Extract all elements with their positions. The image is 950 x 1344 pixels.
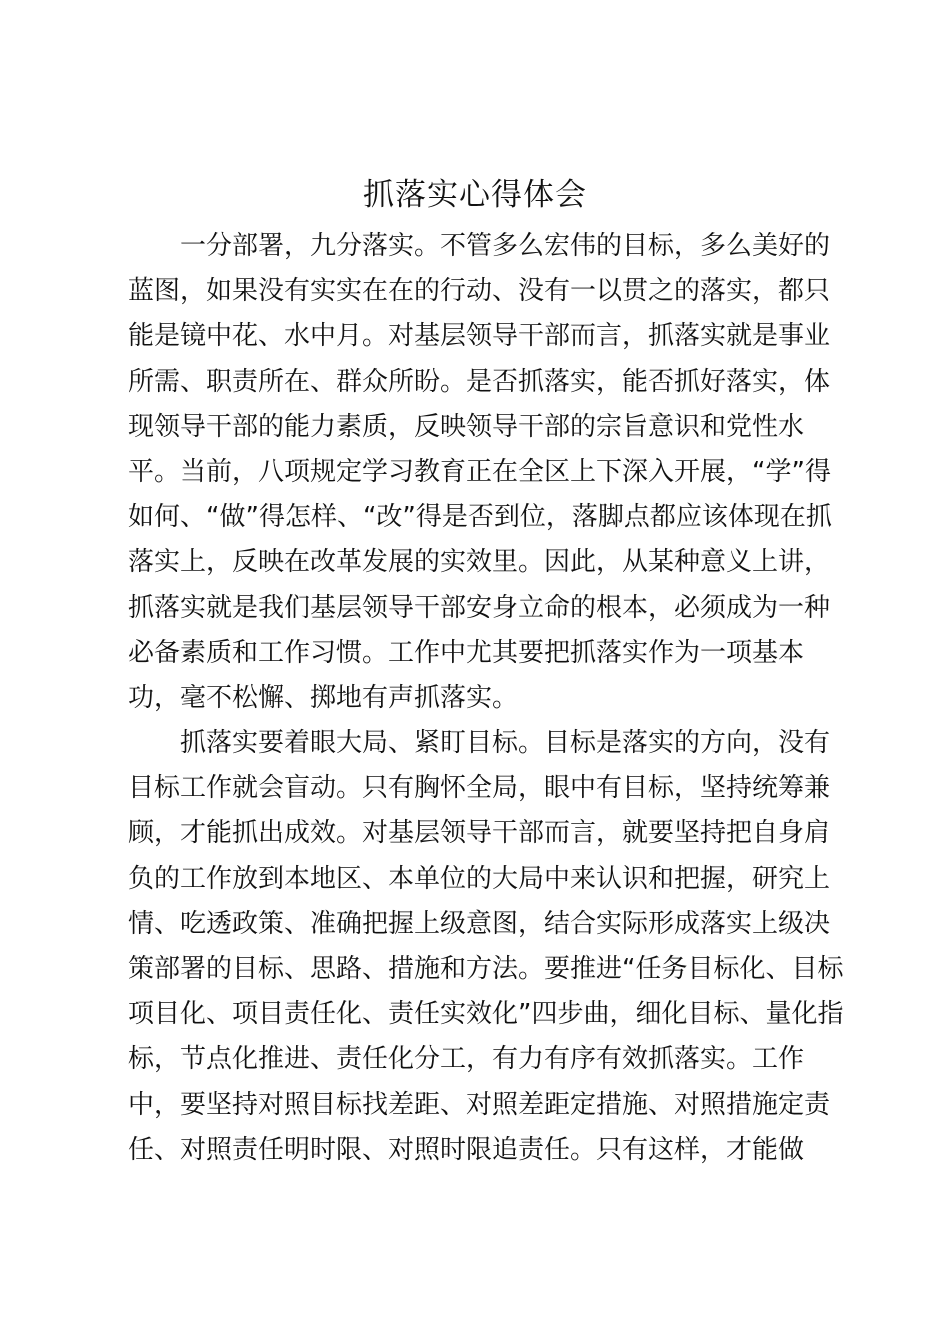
paragraph-1-line: 现领导干部的能力素质，反映领导干部的宗旨意识和党性水: [128, 411, 805, 442]
paragraph-2-line: 项目化、项目责任化、责任实效化”四步曲，细化目标、量化指: [128, 999, 844, 1030]
paragraph-2-line: 中，要坚持对照目标找差距、对照差距定措施、对照措施定责: [128, 1089, 831, 1120]
paragraph-2-line: 标，节点化推进、责任化分工，有力有序有效抓落实。工作: [128, 1044, 805, 1075]
paragraph-1-line: 抓落实就是我们基层领导干部安身立命的根本，必须成为一种: [128, 592, 831, 623]
paragraph-1-line: 蓝图，如果没有实实在在的行动、没有一以贯之的落实，都只: [128, 276, 831, 307]
paragraph-2-line: 抓落实要着眼大局、紧盯目标。目标是落实的方向，没有: [180, 728, 831, 759]
paragraph-1-line: 必备素质和工作习惯。工作中尤其要把抓落实作为一项基本: [128, 637, 805, 668]
paragraph-1-line: 一分部署，九分落实。不管多么宏伟的目标，多么美好的: [180, 231, 831, 261]
paragraph-1-line: 如何、“做”得怎样、“改”得是否到位，落脚点都应该体现在抓: [128, 502, 832, 533]
paragraph-1-line: 平。当前，八项规定学习教育正在全区上下深入开展，“学”得: [128, 456, 831, 487]
paragraph-1-line: 功，毫不松懈、掷地有声抓落实。: [128, 682, 519, 713]
paragraph-2-line: 目标工作就会盲动。只有胸怀全局，眼中有目标，坚持统筹兼: [128, 773, 831, 804]
paragraph-1-line: 所需、职责所在、群众所盼。是否抓落实，能否抓好落实，体: [128, 366, 831, 397]
paragraph-2-line: 顾，才能抓出成效。对基层领导干部而言，就要坚持把自身肩: [128, 818, 831, 849]
paragraph-2-line: 策部署的目标、思路、措施和方法。要推进“任务目标化、目标: [128, 954, 844, 984]
document-body: [128, 224, 844, 1173]
paragraph-2-line: 情、吃透政策、准确把握上级意图，结合实际形成落实上级决: [128, 908, 831, 939]
paragraph-1-line: 落实上，反映在改革发展的实效里。因此，从某种意义上讲，: [128, 547, 831, 578]
document-title: 抓落实心得体会: [363, 177, 587, 213]
paragraph-2-line: 负的工作放到本地区、本单位的大局中来认识和把握，研究上: [128, 863, 831, 894]
paragraph-2-line: 任、对照责任明时限、对照时限追责任。只有这样，才能做: [128, 1134, 805, 1165]
paragraph-1-line: 能是镜中花、水中月。对基层领导干部而言，抓落实就是事业: [128, 321, 831, 352]
